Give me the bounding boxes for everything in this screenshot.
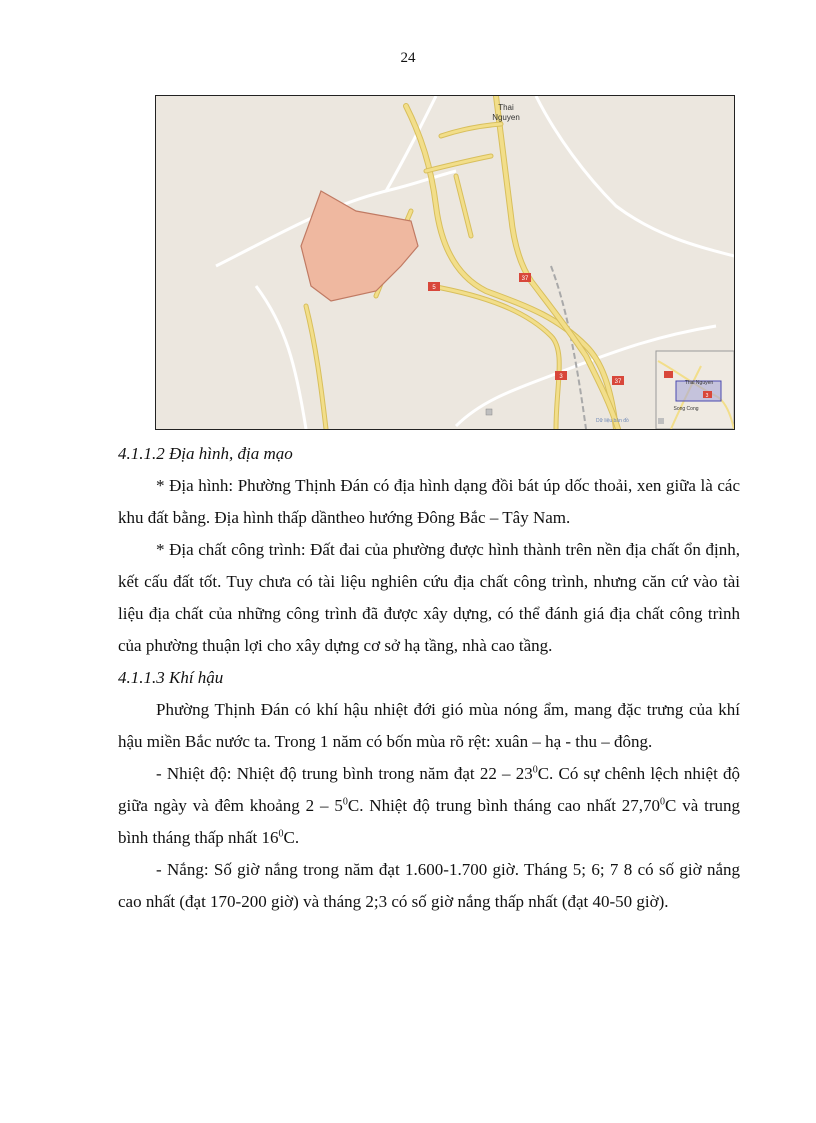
temp-text-a: - Nhiệt độ: Nhiệt độ trung bình trong năm đạt 22 – 23 [156,764,533,783]
map-land [156,96,734,429]
degree-sup: 0 [532,764,538,776]
climate-heading: 4.1.1.3 Khí hậu [118,668,224,687]
city-label-line1: Thai [498,103,514,112]
map-attribution: Dữ liệu bản đồ [596,418,629,424]
location-map [155,95,735,430]
route-label: 3 [559,374,563,380]
temp-text-b: C. Có sự chênh lệch nhiệt độ giữa ngày và đêm khoảng 2 – 5 [118,764,741,815]
degree-sup: 0 [342,796,348,808]
route-label: 5 [432,285,436,291]
inset-city-label: Thai Nguyen [684,380,714,386]
degree-sup: 0 [278,828,284,840]
terrain-section [118,438,740,918]
inset-overview-map [656,351,734,429]
route-label: 37 [521,276,529,282]
temp-text-e: C. [283,828,300,847]
inset-route-label: 3 [705,393,709,399]
terrain-paragraph-2: * Địa chất công trình: Đất đai của phường được hình thành trên nền địa chất ổn định, kết cấu đất tốt. Tuy chưa có tài liệu nghiên cứu địa chất công trình, nhưng căn cứ vào tài liệu địa chất của những công trình đã được xây dựng, có thể đánh giá địa chất công trình của phường thuận lợi cho xây dựng cơ sở hạ tầng, nhà cao tầng. [118,540,740,655]
temperature-paragraph [118,758,740,854]
terrain-heading: 4.1.1.2 Địa hình, địa mạo [118,444,293,463]
degree-sup: 0 [660,796,666,808]
map-logo-icon [486,409,492,415]
temp-text-d: C và trung bình tháng thấp nhất 16 [118,796,741,847]
city-label-line2: Nguyen [492,113,520,122]
route-label: 37 [614,379,622,385]
inset-town-label: Song Cong [673,406,699,412]
terrain-paragraph-1: * Địa hình: Phường Thịnh Đán có địa hình dạng đồi bát úp dốc thoải, xen giữa là các khu đất bằng. Địa hình thấp dầntheo hướng Đông Bắc – Tây Nam. [118,476,740,527]
sunshine-paragraph: - Nắng: Số giờ nắng trong năm đạt 1.600-1.700 giờ. Tháng 5; 6; 7 8 có số giờ nắng cao nhất (đạt 170-200 giờ) và tháng 2;3 có số giờ nắng thấp nhất (đạt 40-50 giờ). [118,860,740,911]
page-number: 24 [400,50,416,66]
temp-text-c: C. Nhiệt độ trung bình tháng cao nhất 27,70 [347,796,661,815]
climate-paragraph: Phường Thịnh Đán có khí hậu nhiệt đới gió mùa nóng ẩm, mang đặc trưng của khí hậu miền Bắc nước ta. Trong 1 năm có bốn mùa rõ rệt: xuân – hạ - thu – đông. [118,700,740,751]
